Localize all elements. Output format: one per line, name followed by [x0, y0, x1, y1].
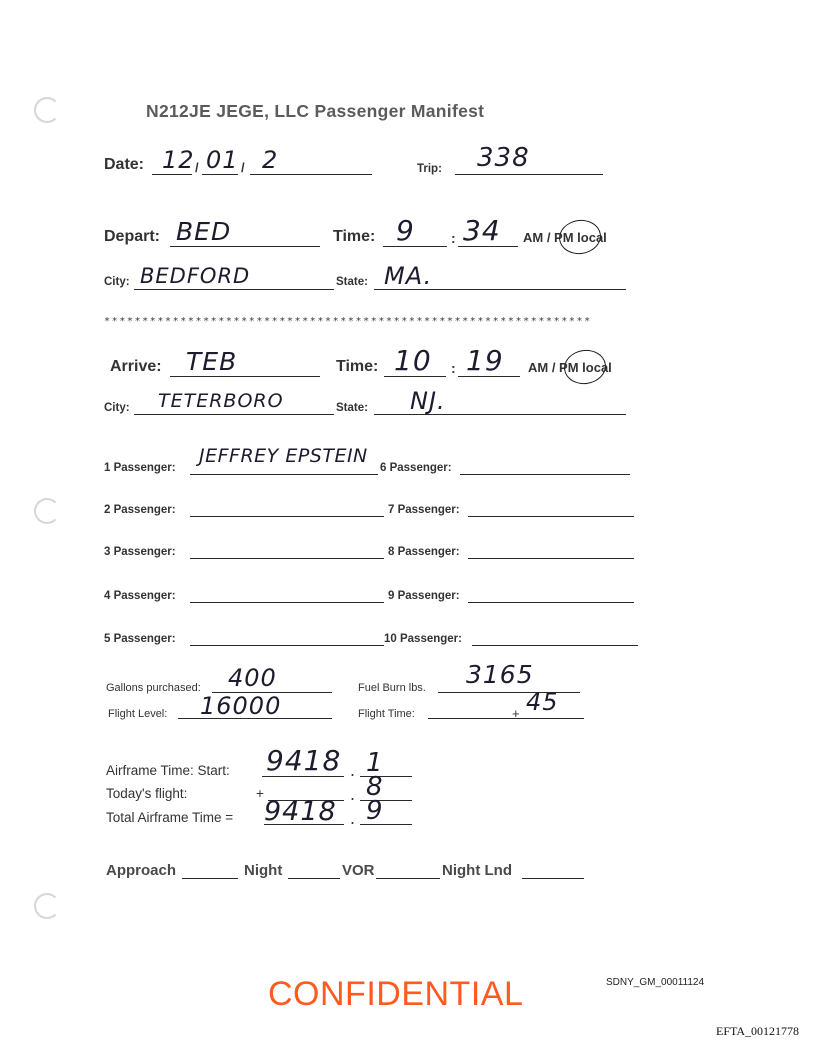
passenger-3-label: 3 Passenger: [104, 546, 176, 558]
passenger-4-label: 4 Passenger: [104, 590, 176, 602]
depart-state: MA. [384, 262, 433, 290]
depart-time-colon: : [451, 230, 456, 246]
passenger-6-label: 6 Passenger: [380, 462, 452, 474]
arrive-city-line [134, 414, 334, 415]
arrive-pm-circle [562, 347, 608, 387]
arrive-city: TETERBORO [158, 390, 284, 412]
passenger-2-line [190, 516, 384, 517]
gallons-value: 400 [228, 664, 277, 692]
date-label: Date: [104, 156, 145, 173]
depart-line [170, 246, 320, 247]
date-year: 2 [262, 146, 279, 174]
todays-flight-label: Today's flight: [106, 786, 188, 801]
fuel-burn-line [438, 692, 580, 693]
arrive-airport: TEB [186, 347, 238, 376]
passenger-6-line [460, 474, 630, 475]
flight-level-label: Flight Level: [108, 708, 168, 720]
depart-pm-circle [557, 217, 603, 257]
arrive-city-label: City: [104, 402, 130, 414]
arrive-hour: 10 [394, 344, 432, 377]
passenger-5-line [190, 645, 384, 646]
total-airframe-decimal: 9 [366, 796, 384, 826]
date-month-line [152, 174, 192, 175]
depart-city-line [134, 289, 334, 290]
todays-flight-dot: . [350, 784, 356, 804]
night-landing-line [522, 878, 584, 879]
depart-city: BEDFORD [140, 264, 251, 288]
arrive-ampm-label: AM / PM local [528, 360, 612, 375]
fuel-burn-value: 3165 [466, 660, 534, 689]
passenger-9-label: 9 Passenger: [388, 590, 460, 602]
flight-time-label: Flight Time: [358, 708, 415, 720]
trip-line [455, 174, 603, 175]
date-year-line [250, 174, 372, 175]
page-title: N212JE JEGE, LLC Passenger Manifest [146, 101, 485, 121]
depart-hour-line [383, 246, 447, 247]
flight-time-line [428, 718, 584, 719]
depart-label: Depart: [104, 228, 161, 245]
efta-bates-number: EFTA_00121778 [716, 1024, 800, 1038]
passenger-9-line [468, 602, 634, 603]
arrive-state: NJ. [410, 387, 446, 415]
passenger-7-label: 7 Passenger: [388, 504, 460, 516]
night-line [288, 878, 340, 879]
approach-label: Approach [106, 862, 177, 879]
passenger-10-line [472, 645, 638, 646]
fuel-burn-label: Fuel Burn lbs. [358, 682, 426, 694]
date-day-line [202, 174, 238, 175]
section-separator: **************************************************************** [104, 316, 592, 327]
depart-state-label: State: [336, 276, 368, 288]
date-day: 01 [206, 146, 239, 174]
gallons-label: Gallons purchased: [106, 682, 201, 694]
trip-number: 338 [477, 143, 530, 173]
date-separator-1: / [195, 160, 199, 175]
airframe-start-dot: . [350, 760, 356, 780]
night-label: Night [244, 862, 283, 879]
arrive-time-label: Time: [336, 358, 379, 375]
date-separator-2: / [241, 160, 245, 175]
passenger-7-line [468, 516, 634, 517]
night-landing-label: Night Lnd [442, 862, 512, 879]
airframe-start-whole: 9418 [266, 744, 342, 777]
total-airframe-whole: 9418 [264, 796, 337, 827]
arrive-time-colon: : [451, 360, 456, 376]
passenger-10-label: 10 Passenger: [384, 633, 462, 645]
punch-hole-middle [34, 498, 60, 524]
passenger-3-line [190, 558, 384, 559]
passenger-4-line [190, 602, 384, 603]
depart-time-label: Time: [333, 228, 376, 245]
passenger-5-label: 5 Passenger: [104, 633, 176, 645]
vor-line [376, 878, 440, 879]
depart-hour: 9 [396, 214, 415, 247]
flight-time-plus: + [512, 706, 520, 721]
arrive-minute: 19 [466, 344, 504, 377]
passenger-8-line [468, 558, 634, 559]
total-airframe-dot: . [350, 808, 356, 828]
confidential-stamp: CONFIDENTIAL [268, 975, 524, 1013]
passenger-2-label: 2 Passenger: [104, 504, 176, 516]
date-month: 12 [162, 146, 195, 174]
sdny-bates-number: SDNY_GM_00011124 [606, 977, 705, 988]
approach-line [182, 878, 238, 879]
depart-minute: 34 [463, 214, 501, 247]
arrive-line [170, 376, 320, 377]
passenger-1-line [190, 474, 378, 475]
trip-label: Trip: [417, 163, 442, 175]
flight-level-value: 16000 [200, 692, 282, 720]
punch-hole-bottom [34, 893, 60, 919]
total-airframe-label: Total Airframe Time = [106, 810, 234, 825]
arrive-state-label: State: [336, 402, 368, 414]
depart-city-label: City: [104, 276, 130, 288]
depart-airport: BED [176, 217, 232, 246]
passenger-8-label: 8 Passenger: [388, 546, 460, 558]
airframe-start-decimal: 1 [366, 748, 384, 778]
todays-flight-plus: + [256, 786, 264, 801]
passenger-1-label: 1 Passenger: [104, 462, 176, 474]
todays-flight-decimal: 8 [366, 772, 384, 802]
punch-hole-top [34, 97, 60, 123]
vor-label: VOR [342, 862, 375, 879]
airframe-start-label: Airframe Time: Start: [106, 763, 230, 778]
arrive-label: Arrive: [110, 358, 162, 375]
passenger-1-name: JEFFREY EPSTEIN [199, 445, 368, 467]
depart-ampm-label: AM / PM local [523, 230, 607, 245]
flight-time-value: 45 [526, 688, 559, 716]
